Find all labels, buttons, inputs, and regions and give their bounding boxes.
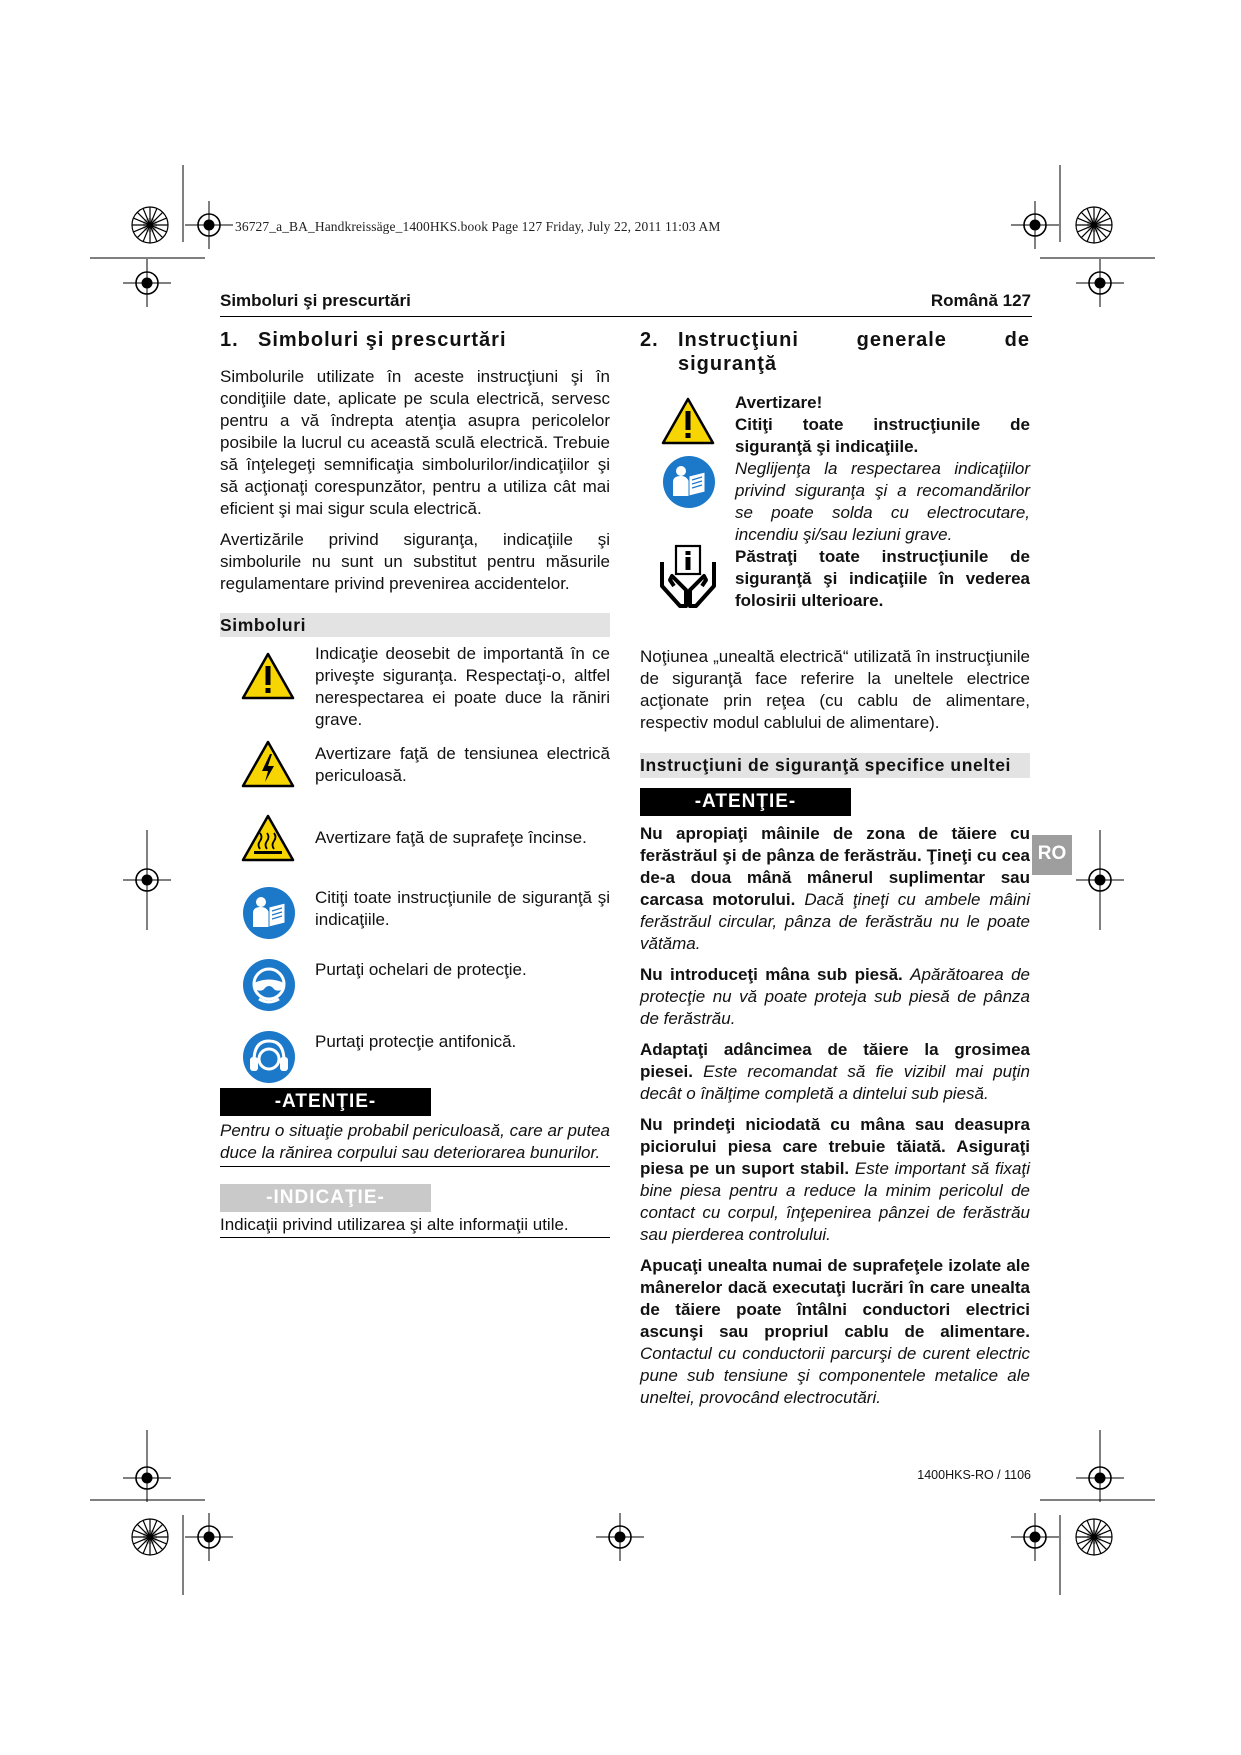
instruction-item: Nu apropiaţi mâinile de zona de tăiere cu ferăstrăul şi de pânza de ferăstrău. Ţineţi cu cea de-a doua mână mânerul suplimentar sau carcasa motorului. Dacă ţineţi cu ambele mâini ferăstrăul circular, pânza de ferăstrău nu le poate vătăma. (640, 824, 1030, 953)
symbol-row (220, 959, 610, 1019)
keep-instructions-text: Păstraţi toate instrucţiunile de siguranţă şi indicaţiile în vederea folosirii ulterioare. (735, 547, 1030, 610)
symbol-row (220, 743, 610, 803)
symbol-description: Indicaţie deosebit de importantă în ce priveşte siguranţa. Respectaţi-o, altfel nerespectarea ei poate duce la răniri grave. (315, 644, 610, 729)
symbol-row (220, 1031, 610, 1091)
symbol-row (220, 815, 610, 875)
symbol-description: Avertizare faţă de suprafeţe încinse. (315, 828, 587, 847)
instruction-item: Adaptaţi adâncimea de tăiere la grosimea piesei. Este recomandat să fie vizibil mai puţin decât o înălţime completă a dintelui sub piesă. (640, 1040, 1030, 1103)
warning-read-all: Citiţi toate instrucţiunile de siguranţă şi indicaţiile. (735, 415, 1030, 456)
symbol-row (220, 887, 610, 947)
warning-triangle-icon (240, 651, 296, 701)
symbol-row (220, 643, 610, 733)
safety-goggles-icon (241, 957, 297, 1013)
indication-label: -INDICAŢIE- (220, 1184, 431, 1212)
left-column (220, 328, 610, 1057)
attention-text: Pentru o situaţie probabil periculoasă, care ar putea duce la rănirea corpului sau deteriorarea bunurilor. (220, 1121, 610, 1162)
ear-protection-icon (241, 1029, 297, 1085)
specific-instructions-list (640, 823, 1030, 1409)
right-column (640, 328, 1030, 1418)
specific-instructions-heading: Instrucţiuni de siguranţă specifice uneltei (640, 753, 1030, 778)
instruction-item: Nu prindeţi niciodată cu mâna sau deasupra piciorului piesa care trebuie tăiată. Asiguraţi piesa pe un suport stabil. Este important să fixaţi bine piesa pentru a reduce la minim pericolul de contact cu corpul, înţepenirea pânzei de ferăstrău sau pierderea controlului. (640, 1115, 1030, 1244)
instruction-item: Apucaţi unealta numai de suprafeţele izolate ale mânerelor dacă executaţi lucrări în care unealta de tăiere poate întâlni conductori electrici ascunşi sau propriul cablu de alimentare. Contactul cu conductorii parcurşi de curent electric pune sub tensiune şi componentele metalice ale uneltei, provocând electrocutări. (640, 1256, 1030, 1407)
power-tool-notion: Noţiunea „unealtă electrică“ utilizată în instrucţiunile de siguranţă face referire la uneltele electrice acţionate prin reţea (cu cablu de alimentare, respectiv modul cablului de alimentare). (640, 647, 1030, 732)
attention-label: -ATENŢIE- (220, 1088, 431, 1116)
symbol-description: Purtaţi protecţie antifonică. (315, 1032, 517, 1051)
section-1-paragraph-1: Simbolurile utilizate în aceste instrucţiuni şi în condiţiile date, aplicate pe scula electrică, servesc pentru a vă îndrepta atenţia asupra pericolelor posibile la lucrul cu această sculă electrică. Trebuie să înţelegeţi semnificaţia simbolurilor/indicaţiilor şi să acţionaţi corespunzător, pentru a utiliza cât mai eficient şi mai sigur scula electrică. (220, 367, 610, 518)
symbol-description: Avertizare faţă de tensiunea electrică periculoasă. (315, 744, 610, 785)
electric-hazard-icon (240, 739, 296, 789)
symbols-heading: Simboluri (220, 613, 610, 637)
section-2-title: 2. Instrucţiuni generale de siguranţă (640, 329, 1030, 375)
symbols-list (220, 637, 610, 1057)
attention-divider (220, 1166, 610, 1167)
keep-instructions-icon (658, 544, 718, 610)
indication-text: Indicaţii privind utilizarea şi alte informaţii utile. (220, 1215, 569, 1234)
warning-consequence: Neglijenţa la respectarea indicaţiilor privind siguranţa şi a recomandărilor se poate solda cu electrocutare, incendiu şi/sau leziuni grave. (735, 459, 1030, 544)
warning-title: Avertizare! (735, 393, 823, 412)
language-tab: RO (1032, 835, 1072, 875)
footer-code: 1400HKS-RO / 1106 (917, 1468, 1031, 1482)
left-notice-block (220, 1088, 610, 1238)
symbol-description: Citiţi toate instrucţiunile de siguranţă şi indicaţiile. (315, 888, 610, 929)
section-1-title: 1. Simboluri şi prescurtări (220, 329, 507, 351)
print-slug: 36727_a_BA_Handkreissäge_1400HKS.book Page 127 Friday, July 22, 2011 11:03 AM (235, 219, 721, 234)
symbol-description: Purtaţi ochelari de protecţie. (315, 960, 527, 979)
warning-triangle-icon (660, 396, 716, 446)
running-header-left: Simboluri şi prescurtări (220, 291, 411, 310)
read-manual-icon (661, 454, 717, 510)
instruction-item: Nu introduceţi mâna sub piesă. Apărătoarea de protecţie nu vă poate proteja sub piesă de pânza de ferăstrău. (640, 965, 1030, 1028)
read-manual-icon (241, 885, 297, 941)
attention-label: -ATENŢIE- (640, 788, 851, 816)
running-header-right: Română 127 (930, 291, 1031, 310)
header-divider (220, 316, 1032, 317)
warning-text-block (735, 392, 1030, 612)
hot-surface-icon (240, 813, 296, 863)
indication-divider (220, 1237, 610, 1238)
section-1-paragraph-2: Avertizările privind siguranţa, indicaţiile şi simbolurile nu sunt un substitut pentru măsurile regulamentare privind prevenirea accidentelor. (220, 530, 610, 593)
general-warning-block (640, 392, 1030, 632)
